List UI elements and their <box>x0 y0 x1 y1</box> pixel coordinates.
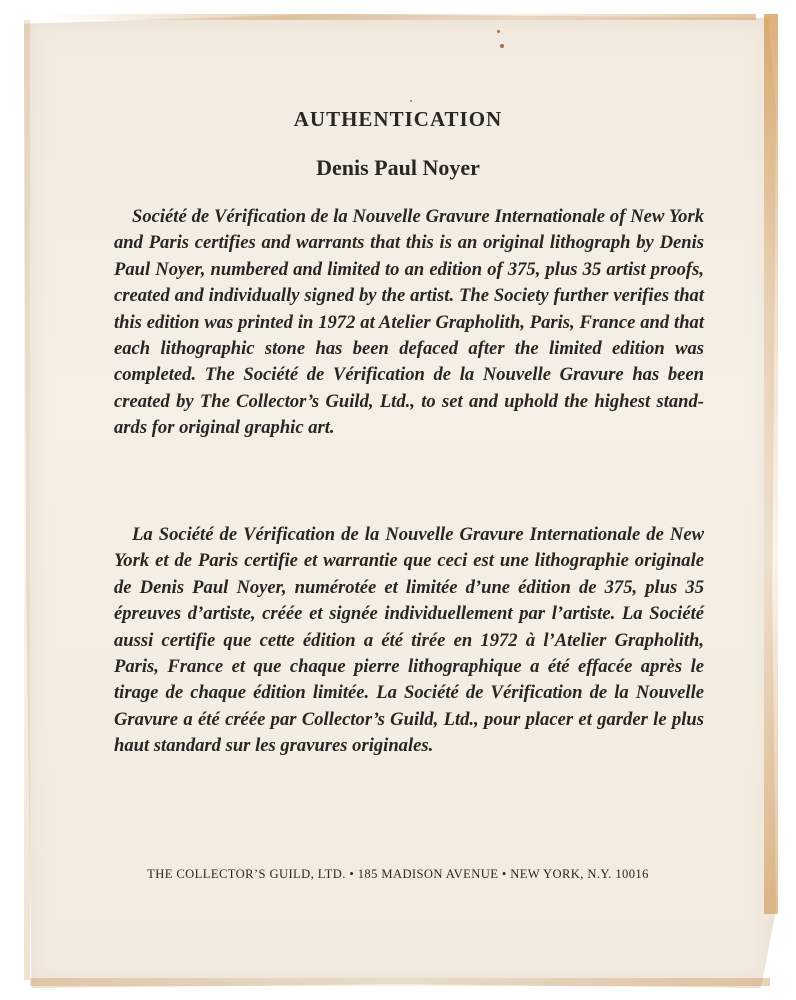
paper-stain-right <box>764 14 778 914</box>
paper-fleck <box>500 44 504 48</box>
artist-name: Denis Paul Noyer <box>316 155 480 180</box>
paper-stain-top <box>48 14 756 20</box>
paper-fleck <box>410 100 412 102</box>
document-heading: AUTHENTICATION <box>293 107 503 131</box>
authentication-paragraph-english: Société de Vérification de la Nouvelle Gravure Internationale of New York and Paris certifies and warrants that this is an original lithograph by Denis Paul Noyer, numbered and limited to an edition of 375, plus 35 artist proofs, created and individually signed by the artist. The Society further verifies that this edition was printed in 1972 at Atelier Grapholith, Paris, France and that each lithographic stone has been defaced after the limited edition was completed. The Société de Vérification de la Nouvelle Gravure has been created by The Collector’s Guild, Ltd., to set and uphold the highest standards for original graphic art. <box>114 206 704 439</box>
authentication-paragraph-french: La Société de Vérification de la Nouvelle Gravure Internationale de New York et de Paris certifie et warrantie que ceci est une lithographie originale de Denis Paul Noyer, numérotée et limitée d’une édition de 375, plus 35 épreuves d’artiste, créée et signée individuellement par l’artiste. La Société aussi certifie que cette édition a été tirée en 1972 à l’Atelier Grapholith, Paris, France et que chaque pierre lithographique a été effacée après le tirage de chaque édition limitée. La Société de Vérification de la Nouvelle Gravure a été créée par Collector’s Guild, Ltd., pour placer et garder le plus haut standard sur les gravures originales. <box>114 524 704 757</box>
paper-fleck <box>497 30 500 33</box>
paper-stain-bottom <box>30 978 770 986</box>
publisher-footer: THE COLLECTOR’S GUILD, LTD. • 185 MADISON AVENUE • NEW YORK, N.Y. 10016 <box>147 867 649 881</box>
